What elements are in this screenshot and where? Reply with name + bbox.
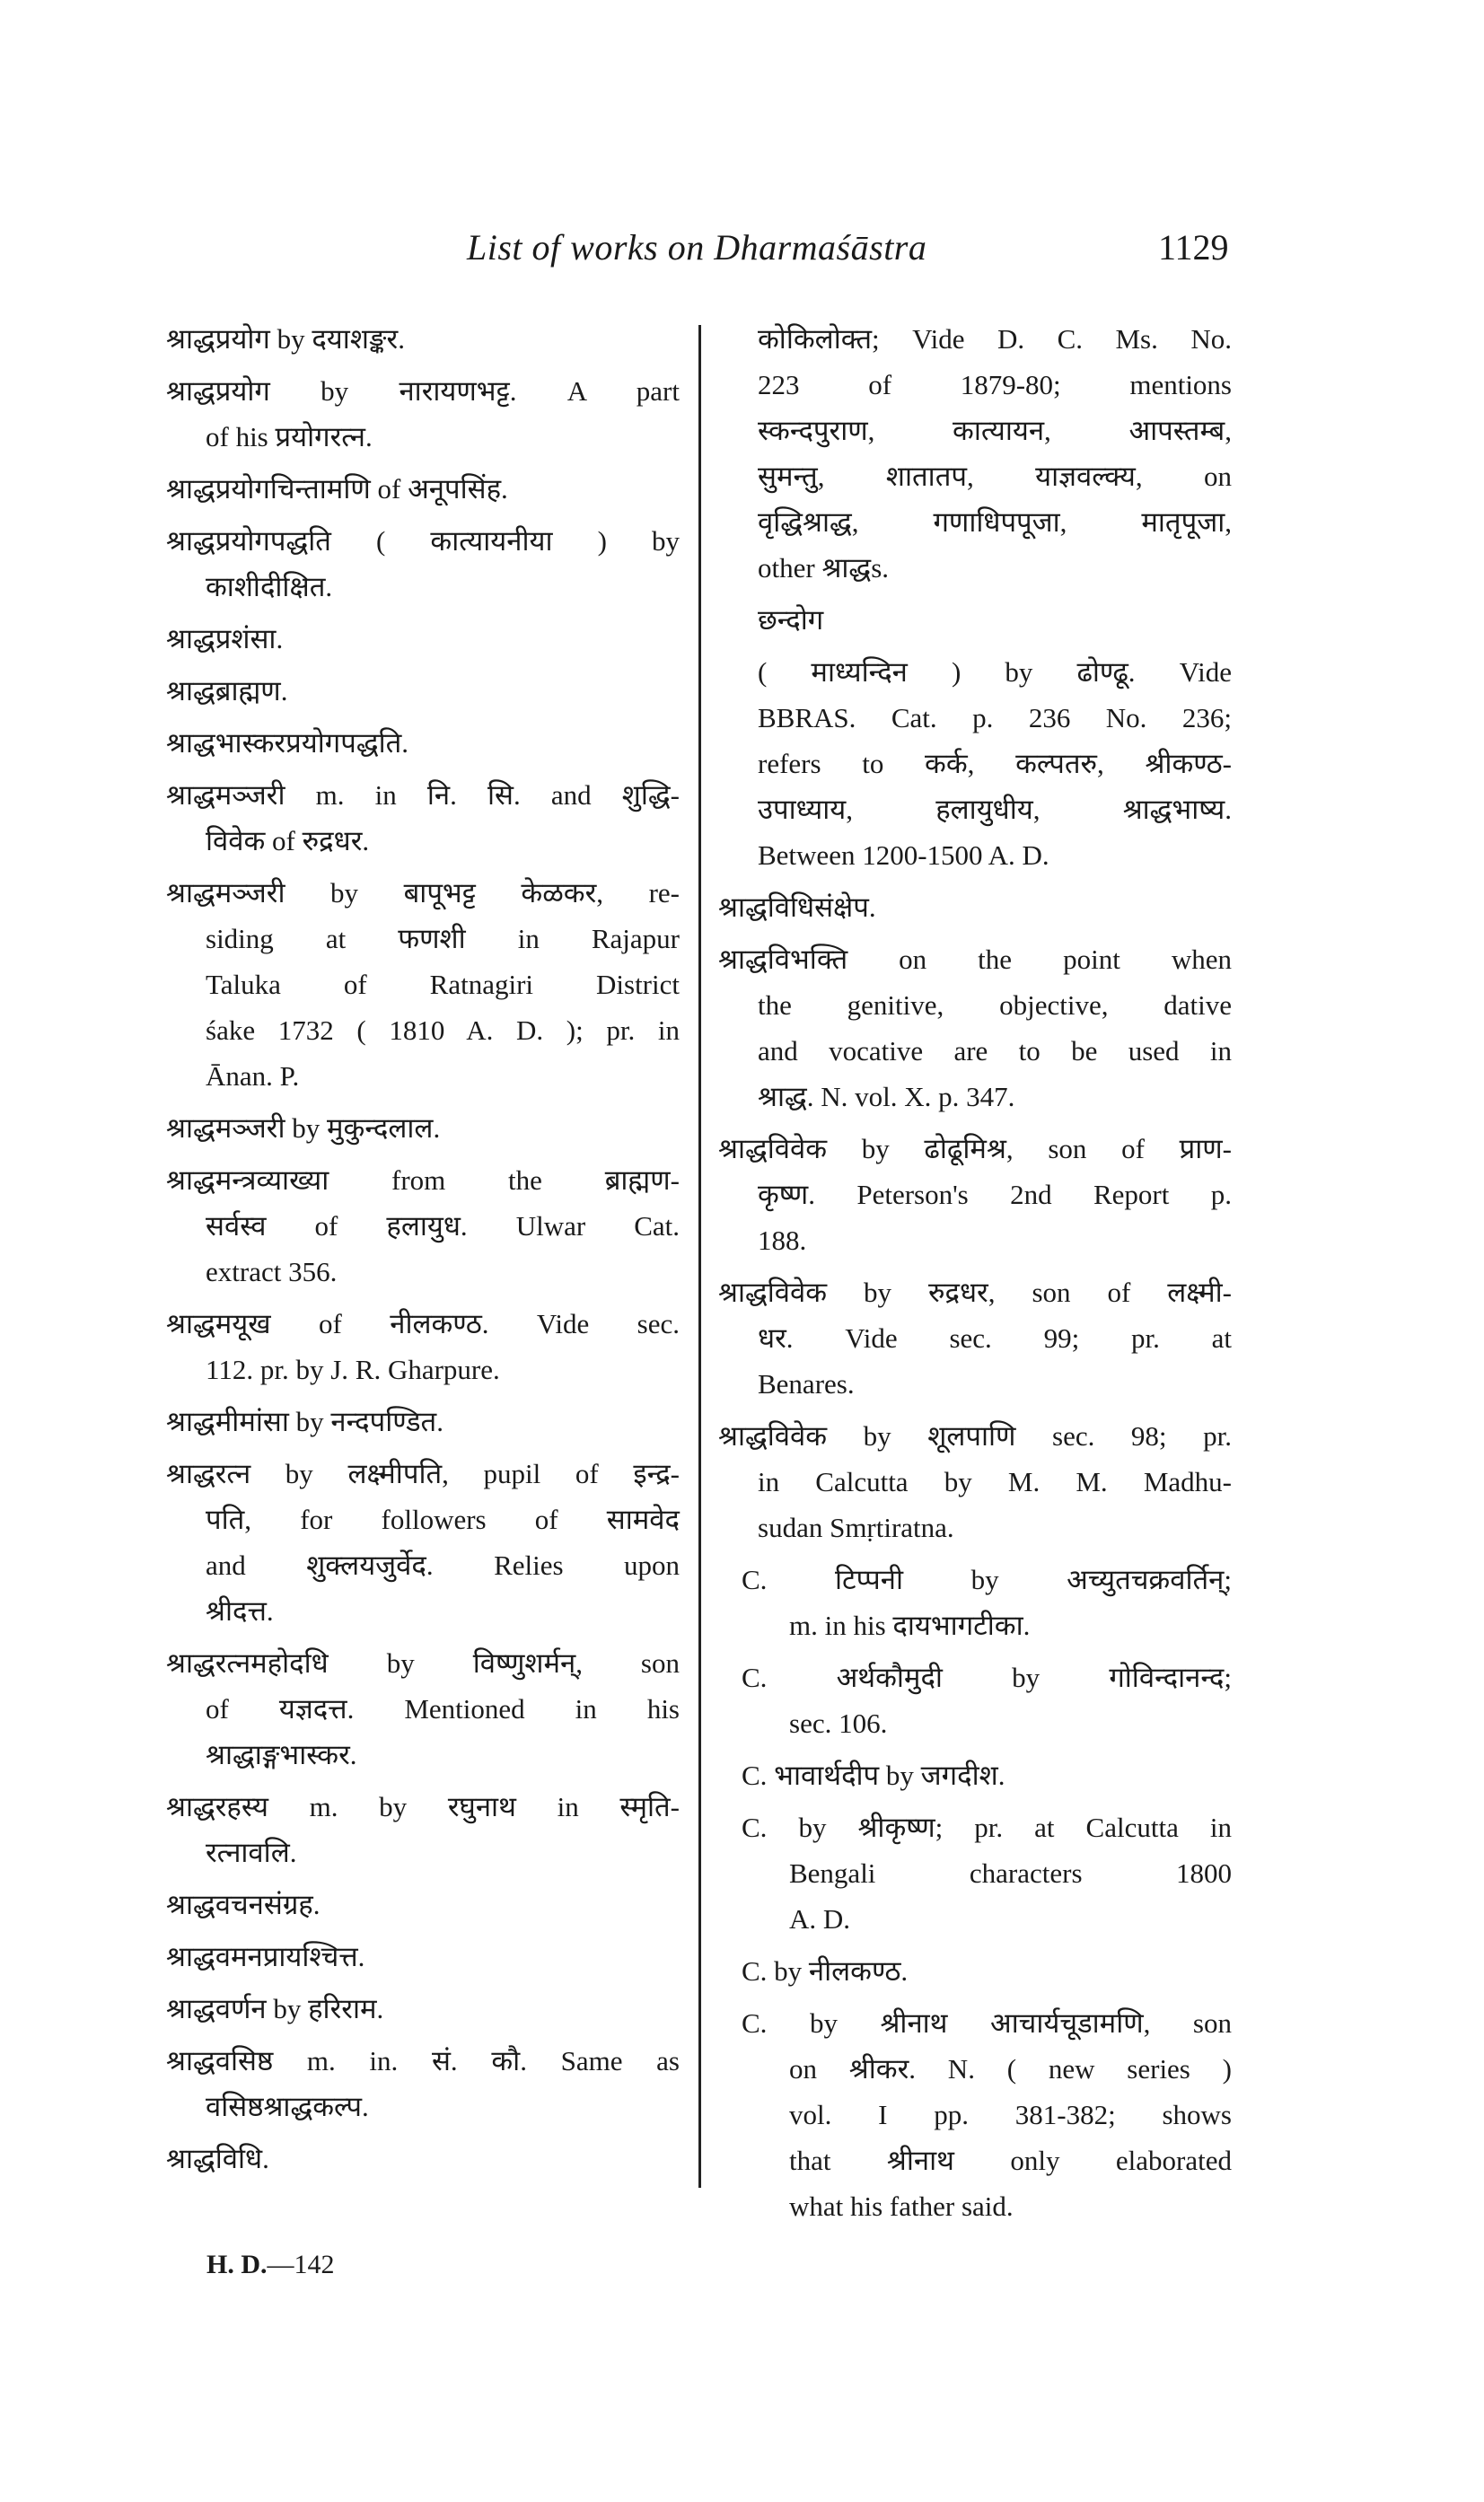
entry-line: extract 356.: [206, 1256, 338, 1287]
bibliography-entry: [166, 1105, 680, 1151]
entry-line: BBRAS. Cat. p. 236 No. 236;: [758, 702, 1232, 733]
commentary-entry: [718, 1557, 1232, 1648]
entry-line: C. टिप्पनी by अच्युतचक्रवर्तिन्;: [742, 1564, 1232, 1595]
entry-line: vol. I pp. 381-382; shows: [789, 2099, 1232, 2130]
bibliography-entry: [166, 466, 680, 512]
signature-label: H. D.: [206, 2250, 268, 2279]
bibliography-entry: [166, 1451, 680, 1634]
entry-line: श्रीदत्त.: [206, 1595, 274, 1627]
commentary-entry: [718, 1948, 1232, 1994]
entry-line: श्राद्धमीमांसा by नन्दपण्डित.: [166, 1406, 443, 1437]
entry-line: श्राद्धवसिष्ठ m. in. सं. कौ. Same as: [166, 2045, 680, 2076]
entry-line: विवेक of रुद्रधर.: [206, 825, 370, 856]
entry-line: ( माध्यन्दिन ) by ढोण्ढू. Vide: [758, 656, 1232, 688]
bibliography-entry: [166, 1986, 680, 2032]
entry-line: श्राद्धविवेक by रुद्रधर, son of लक्ष्मी-: [718, 1277, 1232, 1308]
entry-line: काशीदीक्षित.: [206, 571, 333, 602]
entry-line: other श्राद्धs.: [758, 552, 890, 584]
entry-line: श्राद्धरत्न by लक्ष्मीपति, pupil of इन्द्र-: [166, 1458, 680, 1489]
entry-line: स्कन्दपुराण, कात्यायन, आपस्तम्ब,: [758, 415, 1232, 446]
entry-line: वृद्धिश्राद्ध, गणाधिपपूजा, मातृपूजा,: [758, 506, 1232, 538]
entry-line: श्राद्धवचनसंग्रह.: [166, 1889, 321, 1920]
bibliography-entry: [166, 772, 680, 864]
entry-line: C. by श्रीनाथ आचार्यचूडामणि, son: [742, 2007, 1232, 2039]
entry-line: श्राद्धवर्णन by हरिराम.: [166, 1993, 384, 2024]
entry-line: Taluka of Ratnagiri District: [206, 969, 680, 1000]
entry-line: of यज्ञदत्त. Mentioned in his: [206, 1693, 680, 1725]
signature-number: —142: [267, 2250, 335, 2279]
bibliography-entry: [166, 720, 680, 766]
bibliography-entry: [166, 1301, 680, 1392]
entry-line: श्राद्धमञ्जरी by मुकुन्दलाल.: [166, 1112, 441, 1144]
entry-line: श्राद्धवमनप्रायश्चित्त.: [166, 1941, 365, 1972]
entry-line: श्राद्धप्रयोग by दयाशङ्कर.: [166, 323, 405, 355]
entry-line: श्राद्धविवेक by ढोढूमिश्र, son of प्राण-: [718, 1133, 1232, 1164]
bibliography-entry: [718, 649, 1232, 878]
entry-line: 112. pr. by J. R. Gharpure.: [206, 1354, 500, 1385]
bibliography-entry: [718, 936, 1232, 1119]
entry-line: धर. Vide sec. 99; pr. at: [758, 1322, 1232, 1354]
entry-line: of his प्रयोगरत्न.: [206, 421, 373, 452]
entry-line: refers to कर्क, कल्पतरु, श्रीकण्ठ-: [758, 748, 1232, 779]
entry-line: श्राद्धमयूख of नीलकण्ठ. Vide sec.: [166, 1308, 680, 1339]
entry-line: Bengali characters 1800: [789, 1857, 1232, 1889]
commentary-entry: [718, 1655, 1232, 1746]
commentary-entry: [718, 1804, 1232, 1942]
entry-line: what his father said.: [789, 2190, 1014, 2222]
entry-line: श्राद्धब्राह्मण.: [166, 675, 288, 707]
entry-line: श्राद्धविधिसंक्षेप.: [718, 891, 876, 923]
entry-line: श्राद्धाङ्गभास्कर.: [206, 1739, 357, 1770]
entry-line: and vocative are to be used in: [758, 1035, 1232, 1067]
entry-line: C. by नीलकण्ठ.: [742, 1955, 909, 1987]
signature-mark: [206, 2250, 335, 2280]
right-column: [718, 316, 1232, 2229]
bibliography-entry: [718, 884, 1232, 930]
entry-line: siding at फणशी in Rajapur: [206, 923, 680, 954]
entry-line: Benares.: [758, 1368, 855, 1400]
entry-line: sec. 106.: [789, 1708, 888, 1739]
entry-line: वसिष्ठश्राद्धकल्प.: [206, 2091, 369, 2122]
entry-line: sudan Smṛtiratna.: [758, 1512, 954, 1543]
entry-line: C. भावार्थदीप by जगदीश.: [742, 1760, 1005, 1791]
left-column: [166, 316, 680, 2182]
entry-line: śake 1732 ( 1810 A. D. ); pr. in: [206, 1014, 680, 1046]
bibliography-entry: [166, 870, 680, 1099]
bibliography-entry: [166, 2038, 680, 2129]
entry-line: that श्रीनाथ only elaborated: [789, 2145, 1232, 2176]
entry-line: श्राद्धप्रयोगपद्धति ( कात्यायनीया ) by: [166, 525, 680, 557]
entry-line: श्राद्ध. N. vol. X. p. 347.: [758, 1081, 1015, 1112]
entry-line: उपाध्याय, हलायुधीय, श्राद्धभाष्य.: [758, 794, 1232, 825]
entry-line: छन्दोग: [758, 604, 824, 636]
entry-line: श्राद्धमन्त्रव्याख्या from the ब्राह्मण-: [166, 1164, 680, 1196]
entry-line: कृष्ण. Peterson's 2nd Report p.: [758, 1179, 1232, 1210]
page-number: 1129: [1158, 227, 1229, 268]
entry-line: m. in his दायभागटीका.: [789, 1610, 1031, 1641]
bibliography-entry: [166, 1784, 680, 1875]
bibliography-entry: [718, 597, 1232, 643]
entry-line: C. अर्थकौमुदी by गोविन्दानन्द;: [742, 1662, 1232, 1693]
bibliography-entry: [166, 518, 680, 610]
entry-line: Between 1200-1500 A. D.: [758, 839, 1049, 871]
entry-line: रत्नावलि.: [206, 1837, 297, 1868]
entry-line: in Calcutta by M. M. Madhu-: [758, 1466, 1232, 1497]
entry-line: सुमन्तु, शातातप, याज्ञवल्क्य, on: [758, 461, 1232, 492]
bibliography-entry: [166, 1640, 680, 1778]
column-divider: [698, 325, 701, 2188]
entry-line: श्राद्धमञ्जरी m. in नि. सि. and शुद्धि-: [166, 779, 680, 811]
bibliography-entry: [718, 316, 1232, 591]
entry-line: श्राद्धभास्करप्रयोगपद्धति.: [166, 727, 409, 759]
bibliography-entry: [718, 1269, 1232, 1407]
entry-line: the genitive, objective, dative: [758, 989, 1232, 1021]
bibliography-entry: [718, 1126, 1232, 1263]
bibliography-entry: [166, 1157, 680, 1295]
entry-line: सर्वस्व of हलायुध. Ulwar Cat.: [206, 1210, 680, 1242]
bibliography-entry: [166, 668, 680, 714]
entry-line: श्राद्धविवेक by शूलपाणि sec. 98; pr.: [718, 1420, 1232, 1452]
entry-line: श्राद्धरहस्य m. by रघुनाथ in स्मृति-: [166, 1791, 680, 1822]
entry-line: on श्रीकर. N. ( new series ): [789, 2053, 1232, 2085]
entry-line: 188.: [758, 1225, 807, 1256]
entry-line: श्राद्धविभक्ति on the point when: [718, 944, 1232, 975]
commentary-entry: [718, 1752, 1232, 1798]
entry-line: and शुक्लयजुर्वेद. Relies upon: [206, 1549, 680, 1581]
bibliography-entry: [166, 616, 680, 662]
bibliography-entry: [166, 1934, 680, 1980]
entry-line: श्राद्धप्रयोग by नारायणभट्ट. A part: [166, 375, 680, 407]
entry-line: श्राद्धविधि.: [166, 2143, 269, 2174]
entry-line: श्राद्धप्रशंसा.: [166, 623, 284, 654]
bibliography-entry: [166, 316, 680, 362]
entry-line: Ānan. P.: [206, 1060, 300, 1092]
bibliography-entry: [166, 368, 680, 460]
entry-line: श्राद्धप्रयोगचिन्तामणि of अनूपसिंह.: [166, 473, 508, 505]
entry-line: श्राद्धरत्नमहोदधि by विष्णुशर्मन्, son: [166, 1647, 680, 1679]
entry-line: C. by श्रीकृष्ण; pr. at Calcutta in: [742, 1812, 1232, 1843]
entry-line: पति, for followers of सामवेद: [206, 1504, 680, 1535]
commentary-entry: [718, 2000, 1232, 2229]
entry-line: कोकिलोक्त; Vide D. C. Ms. No.: [758, 323, 1232, 355]
running-title: List of works on Dharmaśāstra: [467, 227, 927, 268]
bibliography-entry: [166, 1882, 680, 1927]
entry-line: A. D.: [789, 1903, 851, 1935]
bibliography-entry: [166, 1399, 680, 1444]
entry-line: 223 of 1879-80; mentions: [758, 369, 1232, 400]
bibliography-entry: [166, 2136, 680, 2182]
entry-line: श्राद्धमञ्जरी by बापूभट्ट केळकर, re-: [166, 877, 680, 909]
bibliography-entry: [718, 1413, 1232, 1550]
